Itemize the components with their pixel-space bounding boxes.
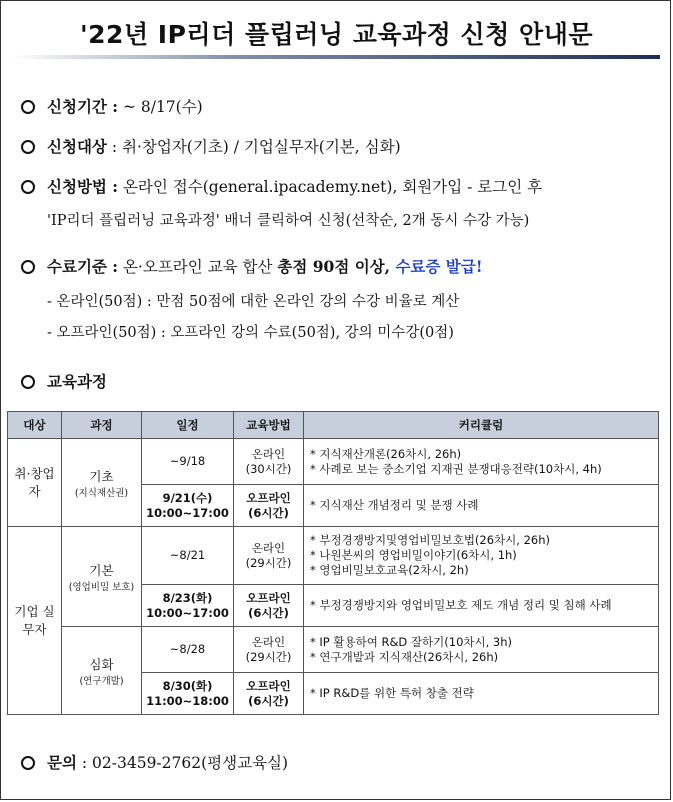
item-course [21, 371, 107, 393]
method-cell [234, 673, 304, 715]
method-text: 온라인 [251, 446, 286, 461]
schedule-cell [142, 527, 234, 585]
method-text: 온라인 접수(general.ipacademy.net), 회원가입 - 로그인 후 [118, 178, 543, 196]
schedule-text: 10:00~17:00 [146, 505, 229, 520]
curriculum-item: * 부정경쟁방지및영업비밀보호법(26차시, 26h) [310, 533, 550, 547]
course-cell [62, 627, 142, 715]
circle-bullet-icon [21, 375, 35, 389]
curriculum-cell [304, 527, 659, 585]
curriculum-cell [304, 485, 659, 527]
schedule-text: 10:00~17:00 [146, 605, 229, 620]
method-label: 신청방법 : [47, 177, 119, 196]
curriculum-item: * 부정경쟁방지와 영업비밀보호 제도 개념 정리 및 침해 사례 [310, 598, 612, 612]
circle-bullet-icon [21, 756, 35, 770]
header-curriculum: 커리큘럼 [304, 412, 659, 439]
method-cell [234, 527, 304, 585]
circle-bullet-icon [21, 260, 35, 274]
course-name: 기본 [89, 562, 114, 578]
period-text: ~ 8/17(수) [118, 98, 203, 116]
method-text: 온라인 [251, 634, 286, 649]
course-cell [62, 527, 142, 627]
course-subtitle: (지식재산권) [74, 487, 129, 499]
header-schedule: 일정 [142, 412, 234, 439]
curriculum-item: * IP R&D를 위한 특허 창출 전략 [310, 686, 474, 700]
method-text: (30시간) [245, 461, 292, 476]
target-cell [8, 527, 62, 715]
item-criteria [21, 256, 483, 278]
course-cell [62, 439, 142, 527]
period-label: 신청기간 : [47, 97, 119, 116]
method-text: (29시간) [245, 555, 292, 570]
method-cell [234, 485, 304, 527]
course-name: 심화 [89, 656, 114, 672]
target-cell [8, 439, 62, 527]
criteria-online: - 온라인(50점) : 만점 50점에 대한 온라인 강의 수강 비율로 계산 [47, 294, 460, 310]
curriculum-item: * 지식재산개론(26차시, 26h) [310, 446, 462, 461]
curriculum-cell [304, 585, 659, 627]
schedule-text: 8/30(화) [162, 678, 213, 693]
method-text: (6시간) [248, 693, 289, 708]
curriculum-cell [304, 627, 659, 673]
target-text: 기업 실무자 [14, 603, 55, 637]
table-row [8, 527, 659, 585]
method-text: 오프라인 [246, 490, 291, 505]
curriculum-item: * 연구개발과 지식재산(26차시, 26h) [310, 649, 499, 664]
curriculum-item: * IP 활용하여 R&D 잘하기(10차시, 3h) [310, 634, 513, 649]
schedule-text: 9/21(수) [162, 490, 213, 505]
schedule-cell [142, 627, 234, 673]
course-table [7, 411, 659, 715]
item-target [21, 136, 401, 158]
method-cell [234, 585, 304, 627]
method-text: (6시간) [248, 505, 289, 520]
curriculum-cell [304, 439, 659, 485]
schedule-text: 11:00~18:00 [146, 693, 229, 708]
criteria-text: 온·오프라인 교육 합산 [118, 258, 278, 276]
item-period [21, 96, 203, 118]
criteria-offline: - 오프라인(50점) : 오프라인 강의 수료(50점), 강의 미수강(0점) [47, 325, 454, 341]
course-name: 기초 [89, 468, 114, 484]
method-cell [234, 627, 304, 673]
criteria-label: 수료기준 : [47, 257, 119, 276]
item-method [21, 176, 542, 198]
circle-bullet-icon [21, 180, 35, 194]
method-text: 오프라인 [246, 678, 291, 693]
method-cell [234, 439, 304, 485]
method-text-line2: 'IP리더 플립러닝 교육과정' 배너 클릭하여 신청(선착순, 2개 동시 수강 가능) [47, 213, 530, 229]
criteria-score: 총점 90점 이상, [277, 257, 391, 276]
method-text: 온라인 [251, 540, 286, 555]
title-underline [11, 55, 660, 59]
curriculum-item: * 나원본씨의 영업비밀이야기(6차시, 1h) [310, 548, 517, 562]
header-target: 대상 [8, 412, 62, 439]
schedule-text: 8/23(화) [162, 590, 213, 605]
item-contact [21, 752, 288, 774]
method-text: (6시간) [248, 605, 289, 620]
table-row [8, 627, 659, 673]
circle-bullet-icon [21, 100, 35, 114]
schedule-cell [142, 673, 234, 715]
course-label: 교육과정 [47, 372, 107, 391]
course-subtitle: (연구개발) [79, 675, 124, 687]
curriculum-item: * 영업비밀보호교육(2차시, 2h) [310, 563, 469, 577]
curriculum-item: * 사례로 보는 중소기업 지재권 분쟁대응전략(10차시, 4h) [310, 461, 602, 476]
method-text: 오프라인 [246, 590, 291, 605]
curriculum-item: * 지식재산 개념정리 및 분쟁 사례 [310, 498, 479, 512]
circle-bullet-icon [21, 140, 35, 154]
method-text: (29시간) [245, 649, 292, 664]
schedule-text: ~8/28 [169, 642, 206, 656]
schedule-cell [142, 585, 234, 627]
target-text: : 취·창업자(기초) / 기업실무자(기본, 심화) [106, 138, 401, 156]
page-title: '22년 IP리더 플립러닝 교육과정 신청 안내문 [80, 20, 593, 49]
target-label: 신청대상 [47, 137, 107, 156]
schedule-cell [142, 485, 234, 527]
schedule-text: ~9/18 [169, 454, 206, 468]
table-row [8, 439, 659, 485]
table-header-row [8, 412, 659, 439]
contact-text: : 02-3459-2762(평생교육실) [76, 754, 289, 772]
target-text: 취·창업자 [14, 465, 55, 499]
header-course: 과정 [62, 412, 142, 439]
header-method: 교육방법 [234, 412, 304, 439]
schedule-text: ~8/21 [169, 548, 206, 562]
contact-label: 문의 [47, 753, 77, 772]
table-body [8, 439, 659, 715]
course-subtitle: (영업비밀 보호) [68, 581, 135, 593]
curriculum-cell [304, 673, 659, 715]
criteria-certificate: 수료증 발급! [390, 257, 483, 276]
schedule-cell [142, 439, 234, 485]
